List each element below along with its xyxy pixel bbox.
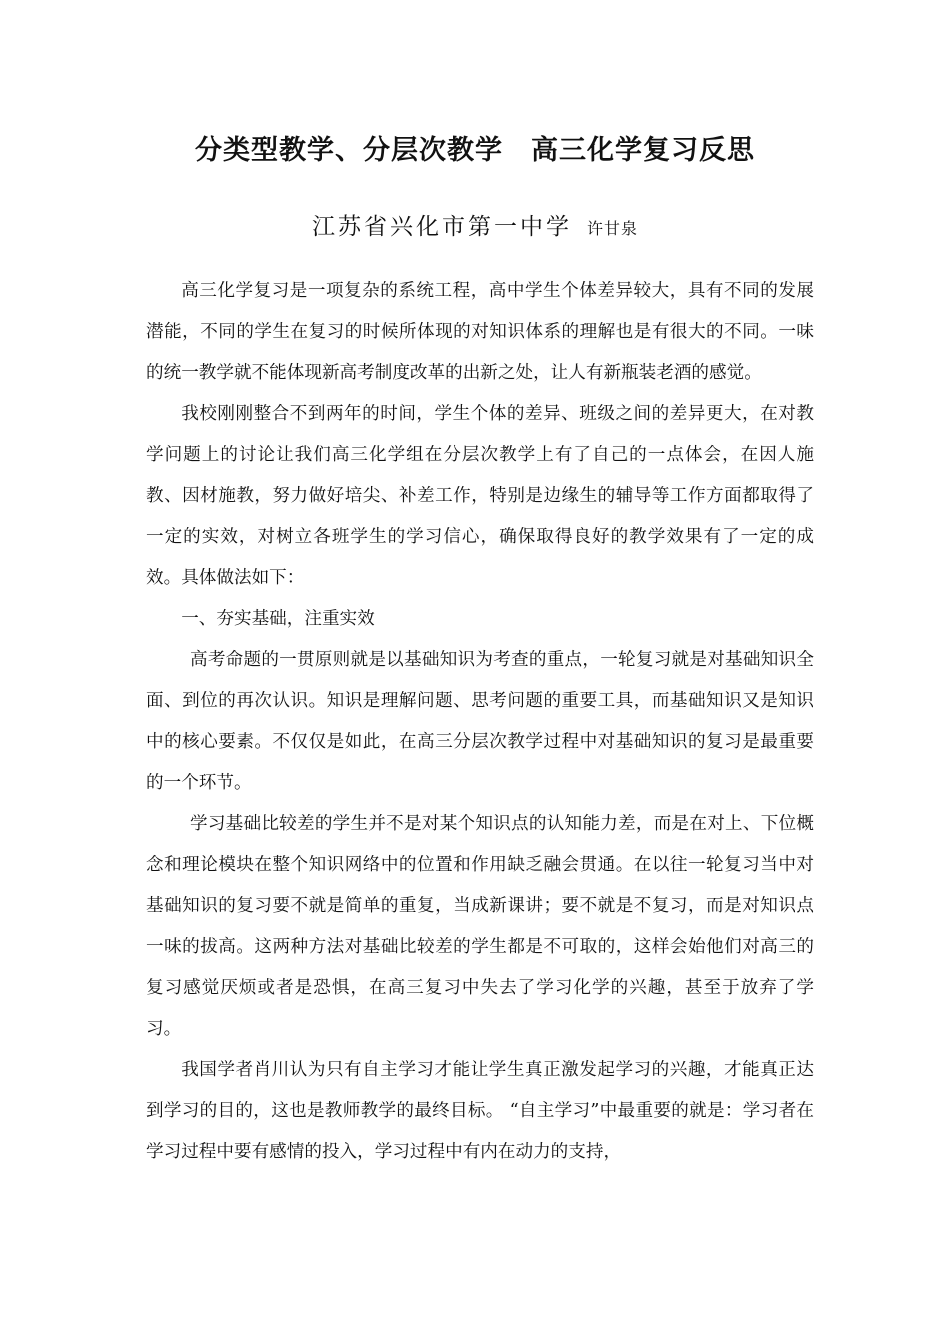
paragraph: 高三化学复习是一项复杂的系统工程，高中学生个体差异较大，具有不同的发展潜能，不同的学生在复习的时候所体现的对知识体系的理解也是有很大的不同。一味的统一教学就不能体现新高考制度改革的出新之处，让人有新瓶装老酒的感觉。: [146, 281, 814, 383]
paragraph: 我国学者肖川认为只有自主学习才能让学生真正激发起学习的兴趣，才能真正达到学习的目的，这也是教师教学的最终目标。 “自主学习”中最重要的就是：学习者在学习过程中要有感情的投入，学习过程中有内在动力的支持，: [146, 1060, 814, 1162]
school-name: 江苏省兴化市第一中学: [311, 214, 572, 240]
section-heading: 一、夯实基础，注重实效: [181, 609, 375, 629]
paragraph: 我校刚刚整合不到两年的时间，学生个体的差异、班级之间的差异更大，在对教学问题上的讨论让我们高三化学组在分层次教学上有了自己的一点体会，在因人施教、因材施教，努力做好培尖、补差工作，特别是边缘生的辅导等工作方面都取得了一定的实效，对树立各班学生的学习信心，确保取得良好的教学效果有了一定的成效。具体做法如下：: [146, 404, 814, 588]
document-title: 分类型教学、分层次教学 高三化学复习反思: [195, 135, 755, 166]
author-name: 许甘泉: [587, 219, 639, 238]
paragraph: 高考命题的一贯原则就是以基础知识为考查的重点，一轮复习就是对基础知识全面、到位的再次认识。知识是理解问题、思考问题的重要工具，而基础知识又是知识中的核心要素。不仅仅是如此，在高三分层次教学过程中对基础知识的复习是最重要的一个环节。: [146, 650, 814, 793]
paragraph: 学习基础比较差的学生并不是对某个知识点的认知能力差，而是在对上、下位概念和理论模块在整个知识网络中的位置和作用缺乏融会贯通。在以往一轮复习当中对基础知识的复习要不就是简单的重复，当成新课讲；要不就是不复习，而是对知识点一味的拔高。这两种方法对基础比较差的学生都是不可取的，这样会始他们对高三的复习感觉厌烦或者是恐惧，在高三复习中失去了学习化学的兴趣，甚至于放弃了学习。: [146, 814, 814, 1039]
byline: [0, 208, 950, 241]
document-body: [146, 271, 814, 1173]
